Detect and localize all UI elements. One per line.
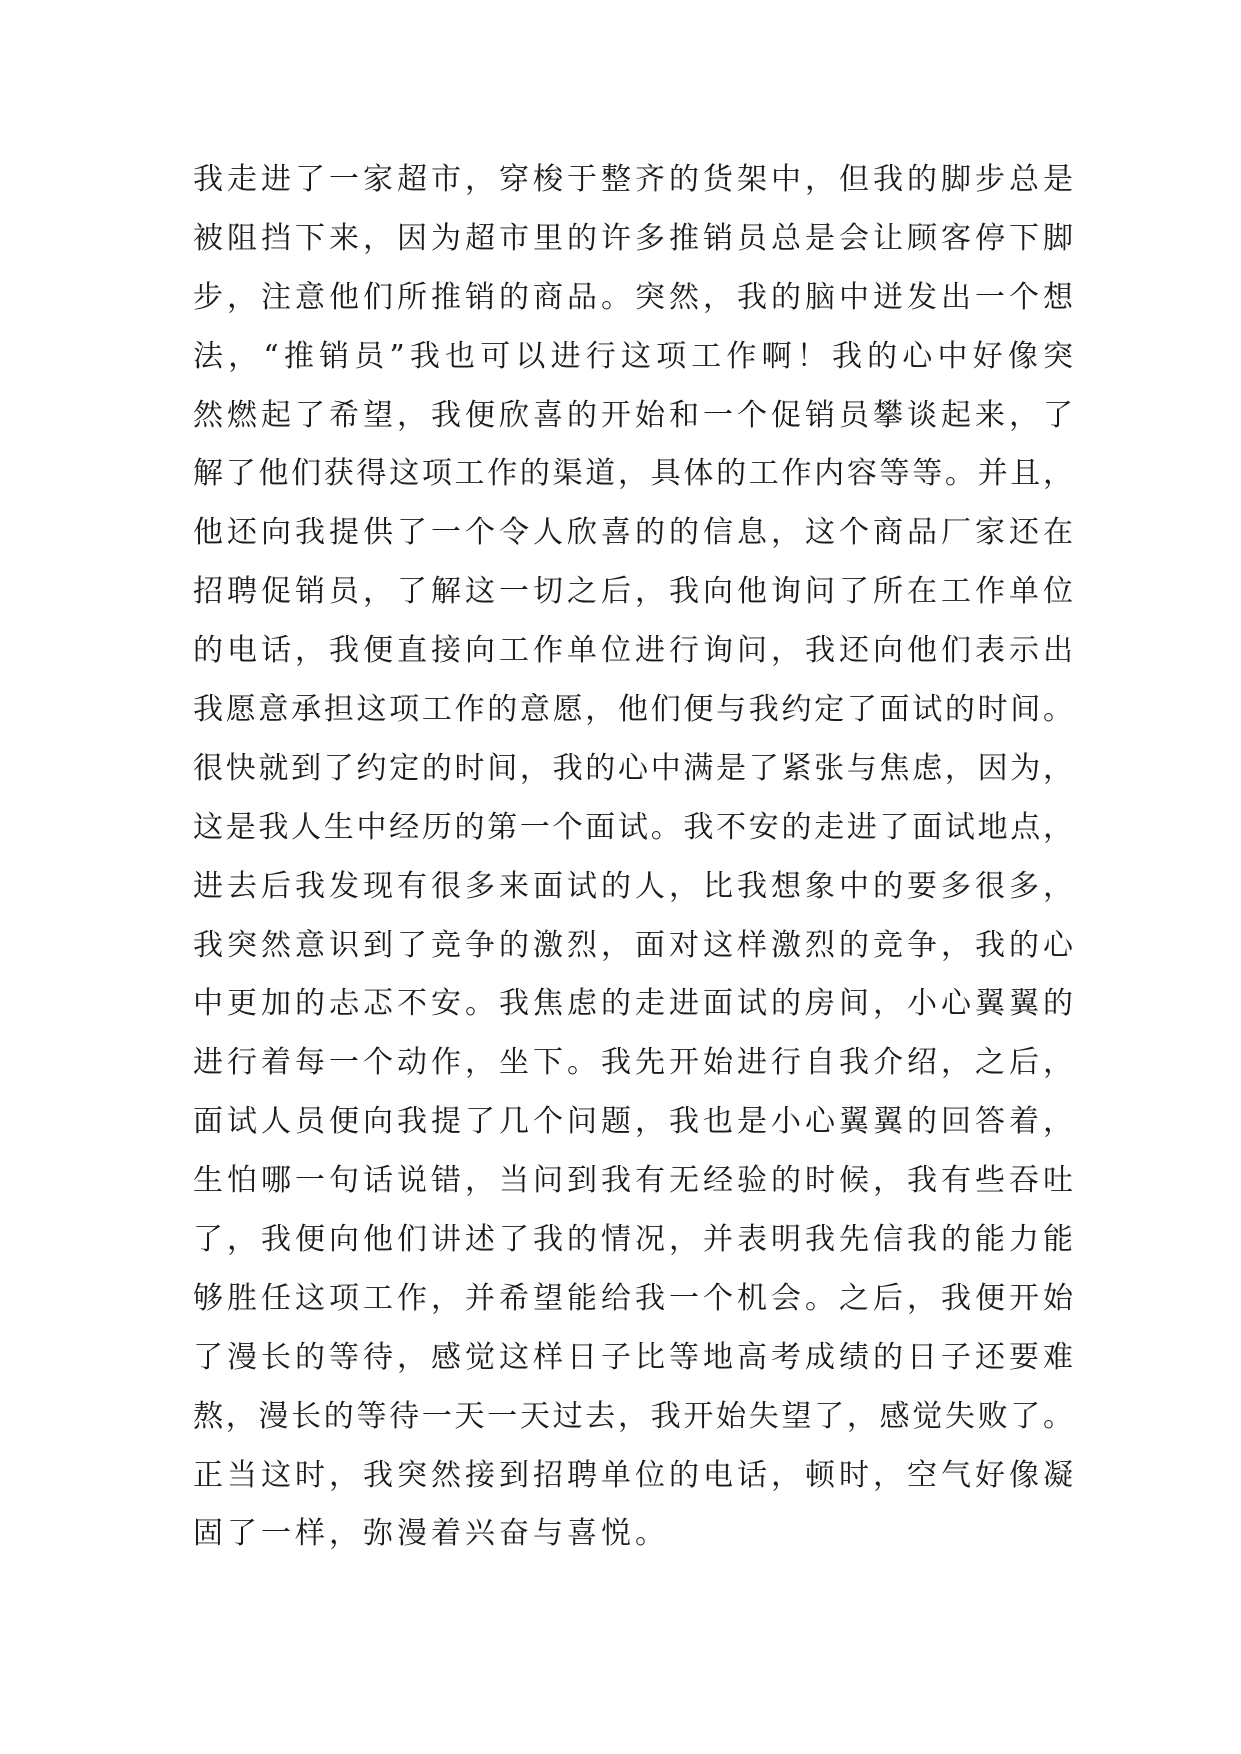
text-line: 了漫长的等待，感觉这样日子比等地高考成绩的日子还要难 <box>193 1339 1073 1375</box>
text-line: 正当这时，我突然接到招聘单位的电话，顿时，空气好像凝 <box>193 1457 1073 1493</box>
text-line: 够胜任这项工作，并希望能给我一个机会。之后，我便开始 <box>193 1280 1073 1316</box>
text-line: 然燃起了希望，我便欣喜的开始和一个促销员攀谈起来，了 <box>193 397 1073 433</box>
text-line: 了，我便向他们讲述了我的情况，并表明我先信我的能力能 <box>193 1222 1073 1258</box>
text-line: 进行着每一个动作，坐下。我先开始进行自我介绍，之后， <box>193 1045 1073 1081</box>
text-line: 步，注意他们所推销的商品。突然，我的脑中迸发出一个想 <box>193 279 1073 315</box>
text-line: 解了他们获得这项工作的渠道，具体的工作内容等等。并且， <box>193 456 1073 492</box>
text-line: 面试人员便向我提了几个问题，我也是小心翼翼的回答着， <box>193 1104 1073 1140</box>
text-line: 我走进了一家超市，穿梭于整齐的货架中，但我的脚步总是 <box>193 162 1073 197</box>
text-line: 固了一样，弥漫着兴奋与喜悦。 <box>193 1516 669 1552</box>
text-line: 中更加的忐忑不安。我焦虑的走进面试的房间，小心翼翼的 <box>193 986 1073 1022</box>
text-line: 这是我人生中经历的第一个面试。我不安的走进了面试地点， <box>193 809 1073 845</box>
text-line: 被阻挡下来，因为超市里的许多推销员总是会让顾客停下脚 <box>193 220 1073 256</box>
text-line: 的电话，我便直接向工作单位进行询问，我还向他们表示出 <box>193 633 1073 669</box>
body-text <box>193 160 1073 1573</box>
text-line: 很快就到了约定的时间，我的心中满是了紧张与焦虑，因为， <box>193 750 1073 786</box>
text-line: 进去后我发现有很多来面试的人，比我想象中的要多很多， <box>193 868 1073 904</box>
text-line: 熬，漫长的等待一天一天过去，我开始失望了，感觉失败了。 <box>193 1398 1073 1434</box>
text-line: 我突然意识到了竞争的激烈，面对这样激烈的竞争，我的心 <box>193 927 1073 963</box>
text-line: 生怕哪一句话说错，当问到我有无经验的时候，我有些吞吐 <box>193 1163 1073 1199</box>
text-line: 招聘促销员，了解这一切之后，我向他询问了所在工作单位 <box>193 574 1073 610</box>
text-line: 我愿意承担这项工作的意愿，他们便与我约定了面试的时间。 <box>193 692 1073 728</box>
text-line: 他还向我提供了一个令人欣喜的的信息，这个商品厂家还在 <box>193 515 1073 551</box>
text-line: 法，“推销员”我也可以进行这项工作啊！我的心中好像突 <box>193 338 1073 374</box>
